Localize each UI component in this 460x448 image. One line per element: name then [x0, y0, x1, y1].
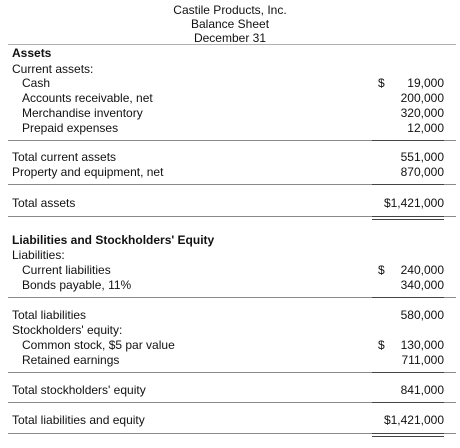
total-assets-label: Total assets — [12, 196, 76, 210]
bonds-payable-label: Bonds payable, 11% — [22, 278, 132, 292]
double-underline-top — [372, 216, 444, 217]
double-underline-bottom — [372, 219, 444, 220]
current-liabilities-value: 240,000 — [400, 263, 444, 277]
double-underline-bottom — [372, 436, 444, 437]
common-stock-value: 130,000 — [400, 338, 444, 352]
retained-earnings-label: Retained earnings — [22, 353, 120, 367]
cash-dollar-sign: $ — [378, 76, 385, 90]
current-liabilities-label: Current liabilities — [22, 263, 111, 277]
prepaid-expenses-value: 12,000 — [407, 121, 444, 135]
total-current-assets-label: Total current assets — [12, 150, 117, 164]
total-liabilities-equity-value: $1,421,000 — [383, 413, 444, 427]
property-equipment-label: Property and equipment, net — [12, 165, 164, 179]
column-underline — [372, 372, 444, 373]
cash-label: Cash — [22, 76, 51, 90]
retained-earnings-value: 711,000 — [401, 353, 444, 367]
liabilities-heading: Liabilities: — [12, 248, 65, 262]
total-liabilities-value: 580,000 — [400, 308, 444, 322]
common-stock-label: Common stock, $5 par value — [22, 338, 175, 352]
total-stockholders-equity-label: Total stockholders' equity — [12, 383, 146, 397]
accounts-receivable-value: 200,000 — [400, 91, 444, 105]
property-equipment-value: 870,000 — [400, 165, 444, 179]
prepaid-expenses-label: Prepaid expenses — [22, 121, 119, 135]
current-assets-heading: Current assets: — [12, 62, 94, 76]
stockholders-equity-heading: Stockholders' equity: — [12, 323, 123, 337]
total-assets-value: $1,421,000 — [383, 196, 444, 210]
common-stock-dollar-sign: $ — [378, 338, 385, 352]
merchandise-inventory-label: Merchandise inventory — [22, 106, 143, 120]
assets-heading: Assets — [12, 46, 52, 60]
column-underline — [372, 297, 444, 298]
statement-date: December 31 — [193, 31, 267, 45]
merchandise-inventory-value: 320,000 — [400, 106, 444, 120]
accounts-receivable-label: Accounts receivable, net — [22, 91, 153, 105]
total-current-assets-value: 551,000 — [400, 150, 444, 164]
total-stockholders-equity-value: 841,000 — [400, 383, 444, 397]
total-liabilities-label: Total liabilities — [12, 308, 87, 322]
column-underline — [372, 402, 444, 403]
current-liabilities-dollar-sign: $ — [378, 263, 385, 277]
column-underline — [372, 140, 444, 141]
liabilities-equity-heading: Liabilities and Stockholders' Equity — [12, 233, 215, 247]
statement-title: Balance Sheet — [190, 17, 270, 31]
double-underline-top — [372, 433, 444, 434]
cash-value: 19,000 — [407, 76, 444, 90]
company-name: Castile Products, Inc. — [173, 3, 287, 17]
total-liabilities-equity-label: Total liabilities and equity — [12, 413, 145, 427]
bonds-payable-value: 340,000 — [400, 278, 444, 292]
header-divider — [8, 44, 456, 45]
column-underline — [372, 184, 444, 185]
